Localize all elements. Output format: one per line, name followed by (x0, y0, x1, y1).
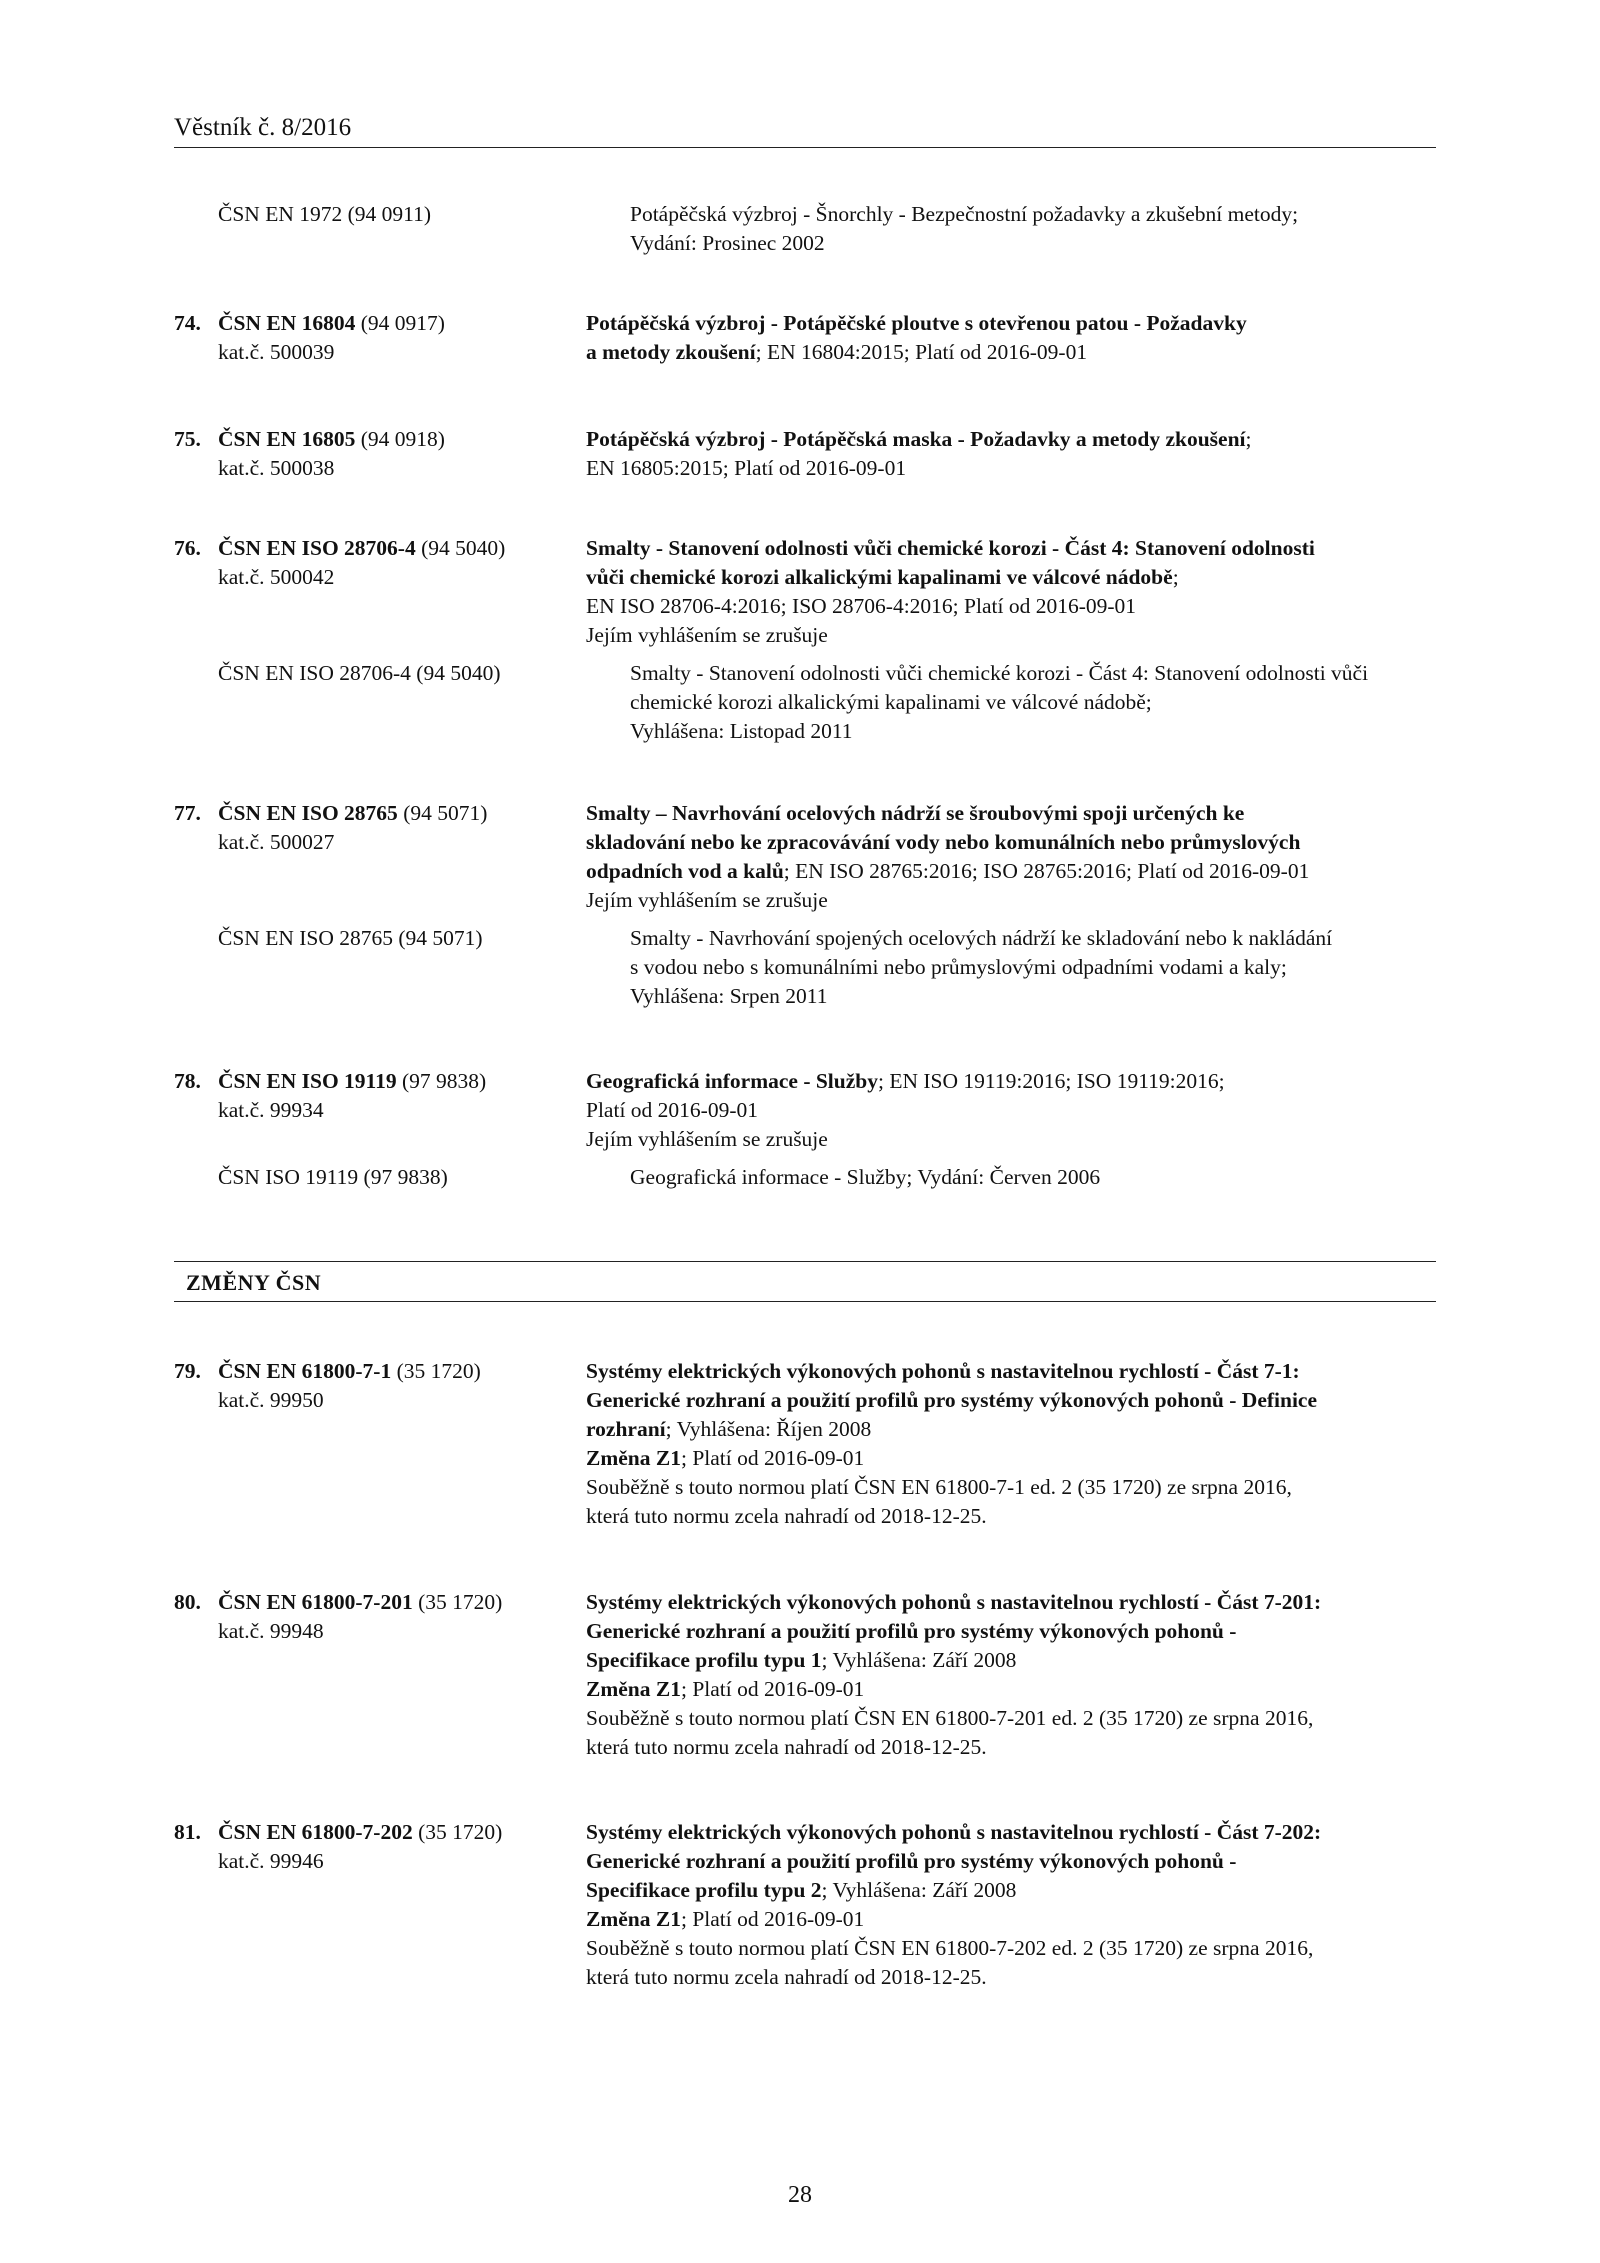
journal-title: Věstník č. 8/2016 (174, 114, 352, 141)
catalog-number: kat.č. 500027 (218, 830, 335, 854)
standard-code: 79. ČSN EN 61800-7-1 (35 1720) kat.č. 99950 (174, 1357, 586, 1531)
catalog-number: kat.č. 500039 (218, 340, 335, 364)
catalog-number: kat.č. 99948 (218, 1619, 324, 1643)
standard-description: Potápěčská výzbroj - Potápěčské ploutve s otevřenou patou - Požadavky a metody zkoušení; EN 16804:2015; Platí od 2016-09-01 (586, 311, 1247, 364)
standard-description: Potápěčská výzbroj - Šnorchly - Bezpečnostní požadavky a zkušební metody; Vydání: Prosinec 2002 (630, 202, 1299, 255)
standard-code: ČSN EN ISO 28765 (94 5071) (218, 926, 483, 950)
page-number: 28 (788, 2182, 812, 2208)
standard-description: Systémy elektrických výkonových pohonů s nastavitelnou rychlostí - Část 7-1: Generické rozhraní a použití profilů pro systémy výkonových pohonů - Definice rozhraní; Vyhlášena: Říjen 2008 Změna Z1; Platí od 2016-09-01 Souběžně s touto normou platí ČSN EN 61800-7-1 ed. 2 (35 1720) ze srpna 2016, která tuto normu zcela nahradí od 2018-12-25. (586, 1359, 1318, 1528)
replaced-standard (174, 200, 1436, 258)
standard-description: Smalty - Stanovení odolnosti vůči chemické korozi - Část 4: Stanovení odolnosti vůči chemické korozi alkalickými kapalinami ve válcové nádobě; EN ISO 28706-4:2016; ISO 28706-4:2016; Platí od 2016-09-01 Jejím vyhlášením se zrušuje (586, 536, 1315, 647)
section-title: ZMĚNY ČSN (186, 1270, 322, 1295)
section-header (174, 1261, 1436, 1302)
standard-description: Systémy elektrických výkonových pohonů s nastavitelnou rychlostí - Část 7-201: Generické rozhraní a použití profilů pro systémy výkonových pohonů - Specifikace profilu typu 1; Vyhlášena: Září 2008 Změna Z1; Platí od 2016-09-01 Souběžně s touto normou platí ČSN EN 61800-7-201 ed. 2 (35 1720) ze srpna 2016, která tuto normu zcela nahradí od 2018-12-25. (586, 1590, 1322, 1759)
standard-description: Smalty - Stanovení odolnosti vůči chemické korozi - Část 4: Stanovení odolnosti vůči chemické korozi alkalickými kapalinami ve válcové nádobě; Vyhlášena: Listopad 2011 (630, 661, 1369, 743)
standard-code: 81. ČSN EN 61800-7-202 (35 1720) kat.č. 99946 (174, 1818, 586, 1992)
catalog-number: kat.č. 99946 (218, 1849, 324, 1873)
catalog-number: kat.č. 99950 (218, 1388, 324, 1412)
replaced-standard (174, 1163, 1436, 1192)
standard-description: Systémy elektrických výkonových pohonů s nastavitelnou rychlostí - Část 7-202: Generické rozhraní a použití profilů pro systémy výkonových pohonů - Specifikace profilu typu 2; Vyhlášena: Září 2008 Změna Z1; Platí od 2016-09-01 Souběžně s touto normou platí ČSN EN 61800-7-202 ed. 2 (35 1720) ze srpna 2016, která tuto normu zcela nahradí od 2018-12-25. (586, 1820, 1322, 1989)
standard-code: ČSN EN 1972 (94 0911) (218, 202, 432, 226)
standard-description: Geografická informace - Služby; EN ISO 19119:2016; ISO 19119:2016; Platí od 2016-09-01 Jejím vyhlášením se zrušuje (586, 1069, 1225, 1151)
standard-code: 80. ČSN EN 61800-7-201 (35 1720) kat.č. 99948 (174, 1588, 586, 1762)
page-header (174, 112, 1436, 148)
standard-entry (174, 799, 1436, 1011)
standard-entry (174, 425, 1436, 483)
replaced-standard (174, 659, 1436, 746)
standard-entry (174, 200, 1436, 258)
catalog-number: kat.č. 500042 (218, 565, 335, 589)
standard-code: 77. ČSN EN ISO 28765 (94 5071) kat.č. 500027 (174, 799, 586, 915)
standard-entry (174, 1818, 1436, 1992)
catalog-number: kat.č. 500038 (218, 456, 335, 480)
standard-entry (174, 534, 1436, 746)
standard-code: 78. ČSN EN ISO 19119 (97 9838) kat.č. 99934 (174, 1067, 586, 1154)
standard-description: Smalty - Navrhování spojených ocelových nádrží ke skladování nebo k nakládání s vodou nebo s komunálními nebo průmyslovými odpadními vodami a kaly; Vyhlášena: Srpen 2011 (630, 926, 1333, 1008)
standard-entry (174, 1067, 1436, 1192)
standard-description: Potápěčská výzbroj - Potápěčská maska - Požadavky a metody zkoušení; EN 16805:2015; Platí od 2016-09-01 (586, 427, 1252, 480)
standard-description: Geografická informace - Služby; Vydání: Červen 2006 (630, 1165, 1101, 1189)
standard-code: 74. ČSN EN 16804 (94 0917) kat.č. 500039 (174, 309, 586, 367)
catalog-number: kat.č. 99934 (218, 1098, 324, 1122)
standard-entry (174, 1357, 1436, 1531)
replaced-standard (174, 924, 1436, 1011)
standard-code: ČSN EN ISO 28706-4 (94 5040) (218, 661, 501, 685)
standard-entry (174, 309, 1436, 367)
standard-description: Smalty – Navrhování ocelových nádrží se šroubovými spoji určených ke skladování nebo ke zpracovávání vody nebo komunálních nebo průmyslových odpadních vod a kalů; EN ISO 28765:2016; ISO 28765:2016; Platí od 2016-09-01 Jejím vyhlášením se zrušuje (586, 801, 1310, 912)
standard-code: 76. ČSN EN ISO 28706-4 (94 5040) kat.č. 500042 (174, 534, 586, 650)
standard-code: 75. ČSN EN 16805 (94 0918) kat.č. 500038 (174, 425, 586, 483)
standard-entry (174, 1588, 1436, 1762)
standard-code: ČSN ISO 19119 (97 9838) (218, 1165, 448, 1189)
